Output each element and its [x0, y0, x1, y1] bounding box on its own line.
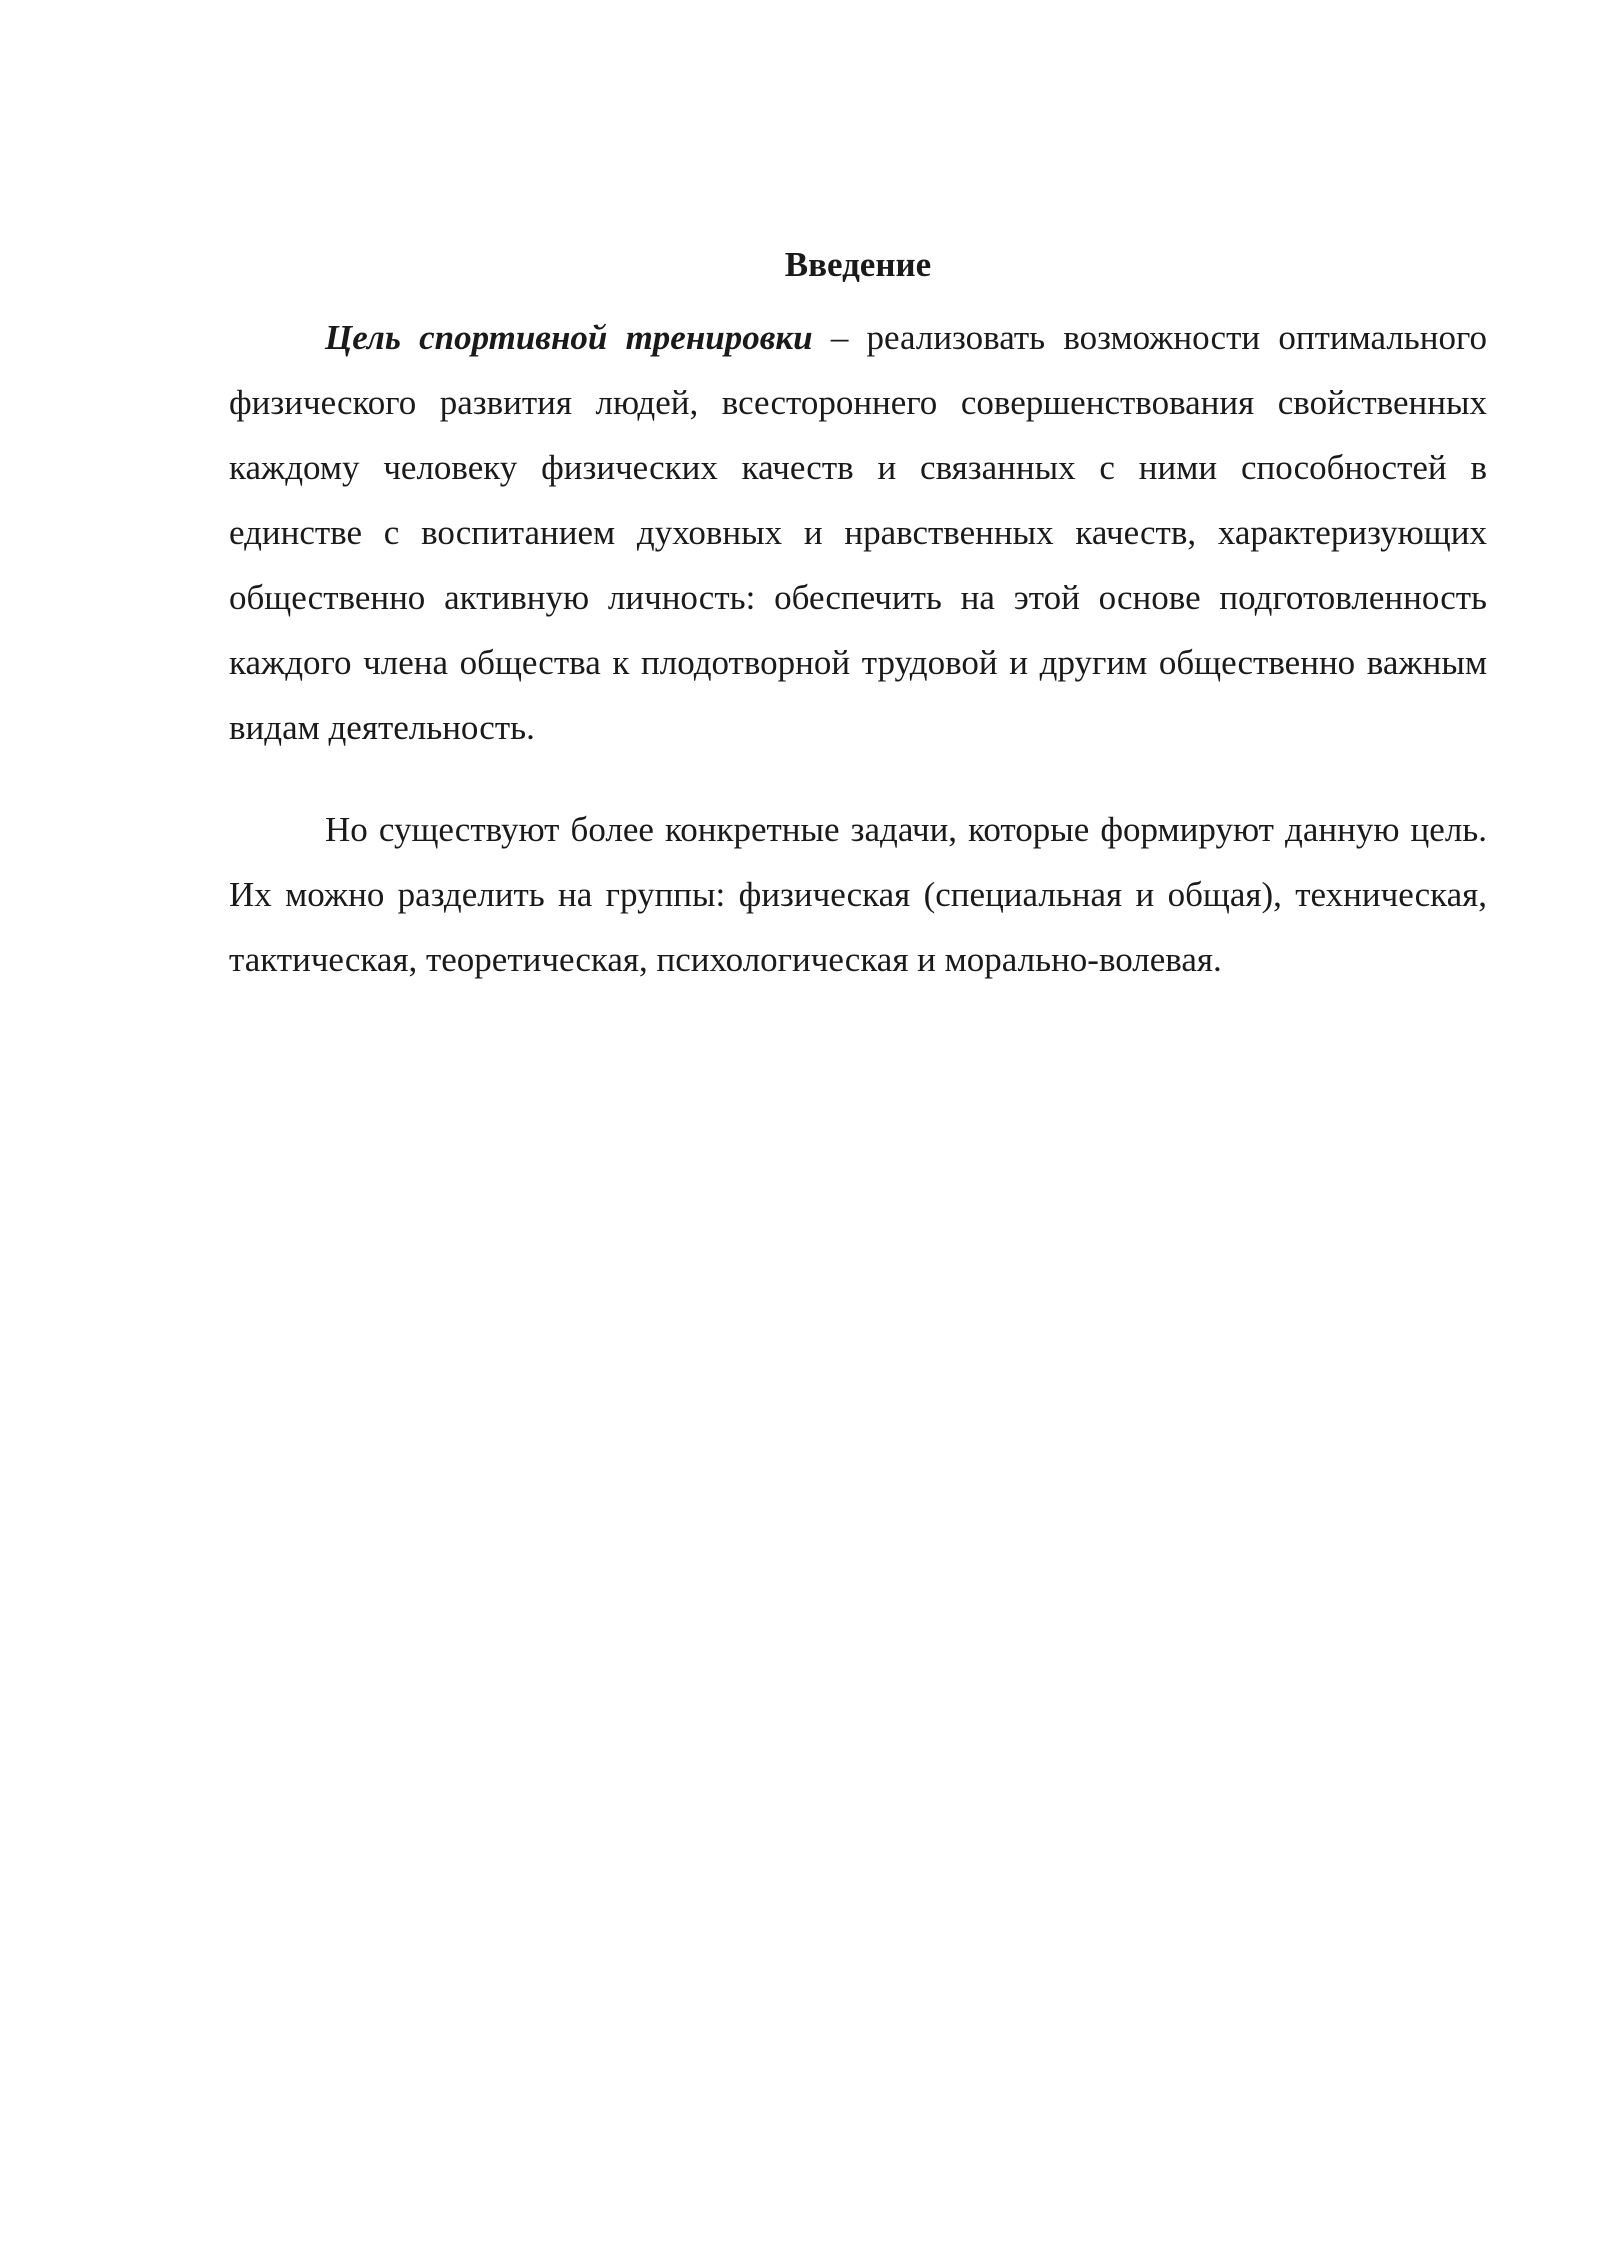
document-body	[229, 240, 1487, 992]
defined-term: Цель спортивной тренировки	[325, 318, 813, 357]
paragraph-tasks	[229, 797, 1487, 992]
section-heading: Введение	[784, 245, 932, 284]
paragraph-goal	[229, 305, 1487, 760]
paragraph-goal-text: – реализовать возможности оптимального физического развития людей, всестороннего совершенствования свойственных каждому человеку физических качеств и связанных с ними способностей в единстве с воспитанием духовных и нравственных качеств, характеризующих общественно активную личность: обеспечить на этой основе подготовленность каждого члена общества к плодотворной трудовой и другим общественно важным видам деятельность.	[229, 318, 1487, 747]
paragraph-tasks-text: Но существуют более конкретные задачи, которые формируют данную цель. Их можно разделить на группы: физическая (специальная и общая), техническая, тактическая, теоретическая, психологическая и морально-волевая.	[229, 810, 1487, 979]
